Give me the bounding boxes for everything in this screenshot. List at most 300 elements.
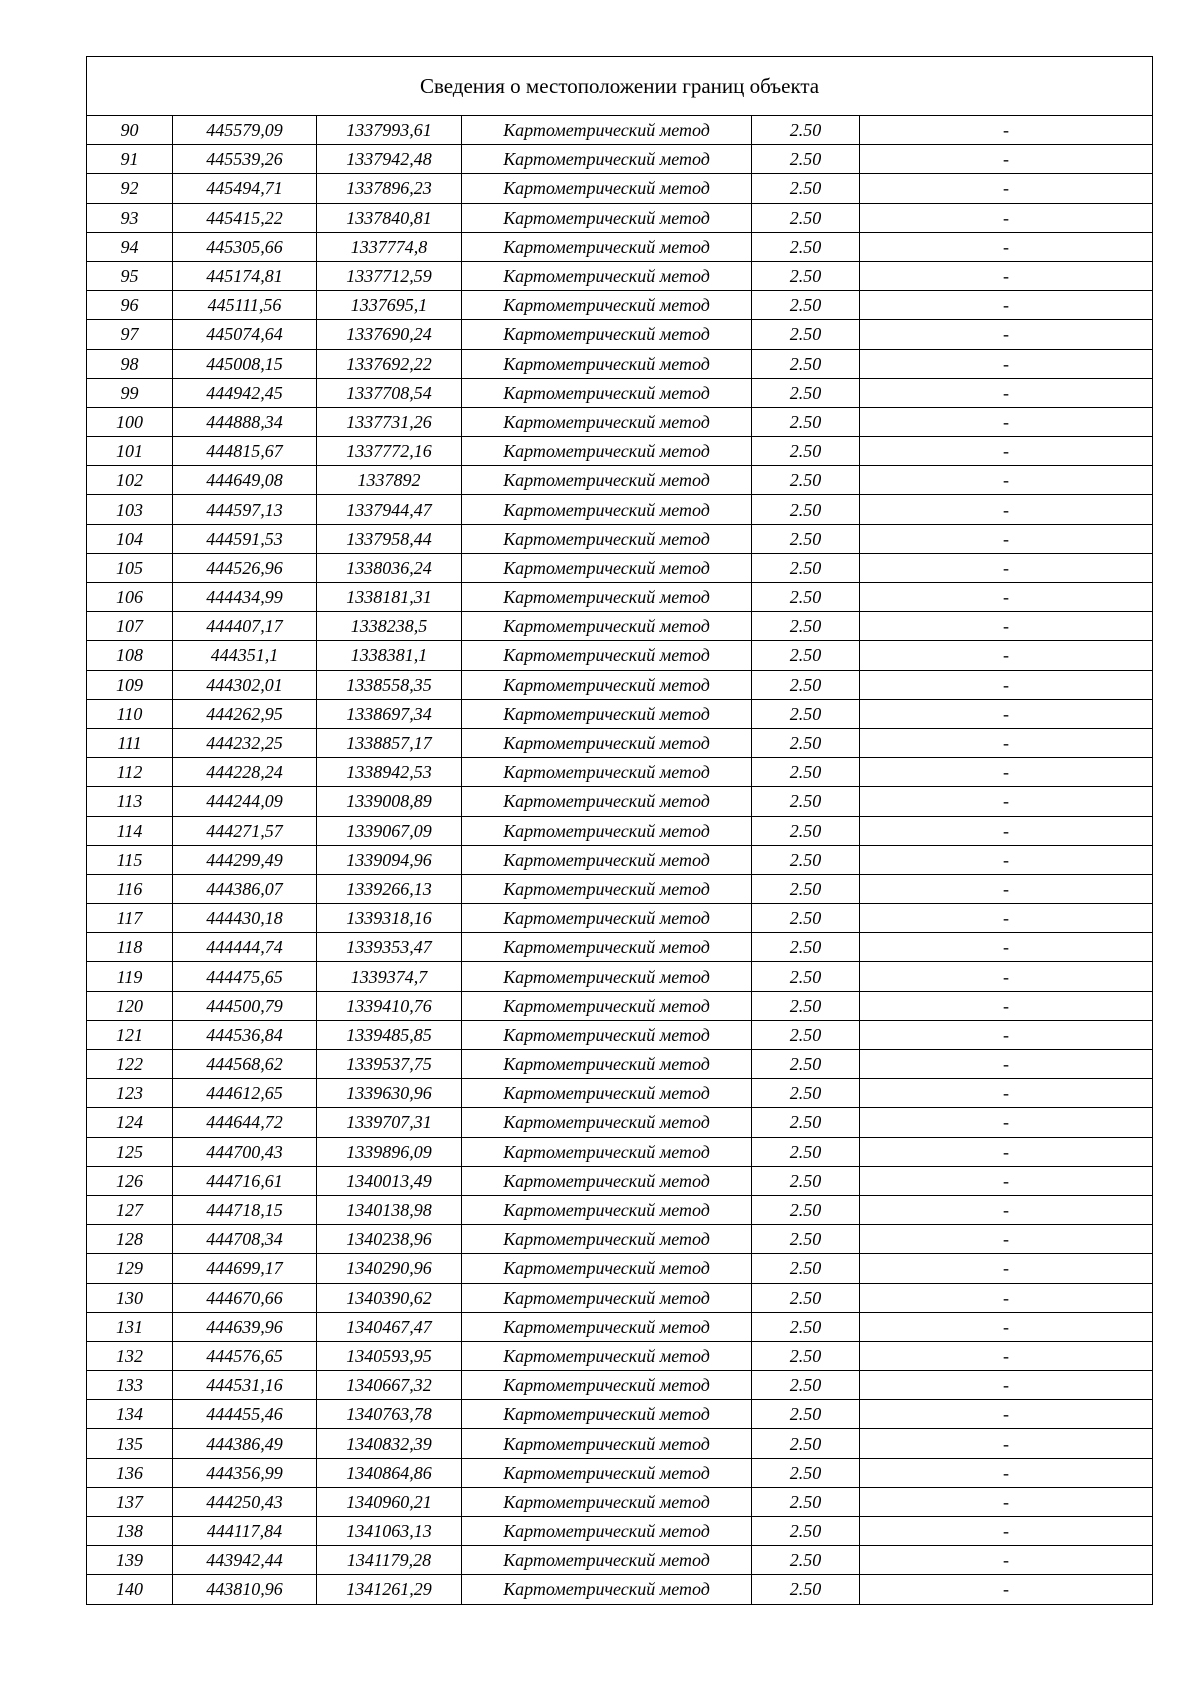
accuracy-cell: 2.50	[752, 232, 860, 261]
accuracy-cell: 2.50	[752, 1283, 860, 1312]
table-row	[87, 1166, 1153, 1195]
table-row	[87, 1079, 1153, 1108]
note-cell: -	[860, 991, 1153, 1020]
x-coordinate-cell: 444670,66	[173, 1283, 317, 1312]
accuracy-cell: 2.50	[752, 1575, 860, 1604]
y-coordinate-cell: 1339067,09	[317, 816, 462, 845]
point-number-cell: 129	[87, 1254, 173, 1283]
y-coordinate-cell: 1339630,96	[317, 1079, 462, 1108]
note-cell: -	[860, 904, 1153, 933]
x-coordinate-cell: 444708,34	[173, 1225, 317, 1254]
table-row	[87, 641, 1153, 670]
table-row	[87, 1312, 1153, 1341]
method-cell: Картометрический метод	[462, 1400, 752, 1429]
accuracy-cell: 2.50	[752, 174, 860, 203]
method-cell: Картометрический метод	[462, 466, 752, 495]
x-coordinate-cell: 444568,62	[173, 1050, 317, 1079]
method-cell: Картометрический метод	[462, 1312, 752, 1341]
point-number-cell: 113	[87, 787, 173, 816]
note-cell: -	[860, 553, 1153, 582]
accuracy-cell: 2.50	[752, 1546, 860, 1575]
note-cell: -	[860, 1254, 1153, 1283]
x-coordinate-cell: 444500,79	[173, 991, 317, 1020]
accuracy-cell: 2.50	[752, 1254, 860, 1283]
y-coordinate-cell: 1337774,8	[317, 232, 462, 261]
table-row	[87, 1137, 1153, 1166]
accuracy-cell: 2.50	[752, 583, 860, 612]
accuracy-cell: 2.50	[752, 1429, 860, 1458]
y-coordinate-cell: 1337772,16	[317, 437, 462, 466]
point-number-cell: 92	[87, 174, 173, 203]
note-cell: -	[860, 1458, 1153, 1487]
table-row	[87, 1283, 1153, 1312]
note-cell: -	[860, 349, 1153, 378]
table-row	[87, 232, 1153, 261]
x-coordinate-cell: 445305,66	[173, 232, 317, 261]
y-coordinate-cell: 1337840,81	[317, 203, 462, 232]
note-cell: -	[860, 437, 1153, 466]
method-cell: Картометрический метод	[462, 1546, 752, 1575]
accuracy-cell: 2.50	[752, 407, 860, 436]
y-coordinate-cell: 1337692,22	[317, 349, 462, 378]
accuracy-cell: 2.50	[752, 612, 860, 641]
x-coordinate-cell: 444639,96	[173, 1312, 317, 1341]
x-coordinate-cell: 445494,71	[173, 174, 317, 203]
x-coordinate-cell: 444117,84	[173, 1517, 317, 1546]
note-cell: -	[860, 407, 1153, 436]
method-cell: Картометрический метод	[462, 670, 752, 699]
y-coordinate-cell: 1338181,31	[317, 583, 462, 612]
y-coordinate-cell: 1338697,34	[317, 699, 462, 728]
table-row	[87, 1429, 1153, 1458]
note-cell: -	[860, 174, 1153, 203]
y-coordinate-cell: 1337958,44	[317, 524, 462, 553]
accuracy-cell: 2.50	[752, 116, 860, 145]
x-coordinate-cell: 444699,17	[173, 1254, 317, 1283]
point-number-cell: 122	[87, 1050, 173, 1079]
accuracy-cell: 2.50	[752, 1312, 860, 1341]
y-coordinate-cell: 1337690,24	[317, 320, 462, 349]
y-coordinate-cell: 1337942,48	[317, 145, 462, 174]
point-number-cell: 95	[87, 261, 173, 290]
x-coordinate-cell: 444718,15	[173, 1195, 317, 1224]
method-cell: Картометрический метод	[462, 758, 752, 787]
point-number-cell: 123	[87, 1079, 173, 1108]
x-coordinate-cell: 444531,16	[173, 1371, 317, 1400]
y-coordinate-cell: 1340290,96	[317, 1254, 462, 1283]
x-coordinate-cell: 444262,95	[173, 699, 317, 728]
note-cell: -	[860, 1400, 1153, 1429]
accuracy-cell: 2.50	[752, 1079, 860, 1108]
method-cell: Картометрический метод	[462, 1283, 752, 1312]
table-row	[87, 407, 1153, 436]
accuracy-cell: 2.50	[752, 874, 860, 903]
note-cell: -	[860, 1020, 1153, 1049]
table-row	[87, 962, 1153, 991]
y-coordinate-cell: 1339353,47	[317, 933, 462, 962]
point-number-cell: 110	[87, 699, 173, 728]
y-coordinate-cell: 1337712,59	[317, 261, 462, 290]
method-cell: Картометрический метод	[462, 1341, 752, 1370]
accuracy-cell: 2.50	[752, 904, 860, 933]
point-number-cell: 116	[87, 874, 173, 903]
boundary-coordinates-table	[86, 56, 1153, 1605]
y-coordinate-cell: 1340238,96	[317, 1225, 462, 1254]
x-coordinate-cell: 444700,43	[173, 1137, 317, 1166]
x-coordinate-cell: 444356,99	[173, 1458, 317, 1487]
x-coordinate-cell: 445174,81	[173, 261, 317, 290]
note-cell: -	[860, 728, 1153, 757]
method-cell: Картометрический метод	[462, 349, 752, 378]
method-cell: Картометрический метод	[462, 524, 752, 553]
table-row	[87, 495, 1153, 524]
y-coordinate-cell: 1340593,95	[317, 1341, 462, 1370]
point-number-cell: 120	[87, 991, 173, 1020]
method-cell: Картометрический метод	[462, 378, 752, 407]
x-coordinate-cell: 444244,09	[173, 787, 317, 816]
method-cell: Картометрический метод	[462, 787, 752, 816]
accuracy-cell: 2.50	[752, 1517, 860, 1546]
accuracy-cell: 2.50	[752, 203, 860, 232]
table-row	[87, 728, 1153, 757]
table-row	[87, 437, 1153, 466]
method-cell: Картометрический метод	[462, 1195, 752, 1224]
y-coordinate-cell: 1340138,98	[317, 1195, 462, 1224]
table-row	[87, 816, 1153, 845]
x-coordinate-cell: 444302,01	[173, 670, 317, 699]
note-cell: -	[860, 1108, 1153, 1137]
table-row	[87, 1546, 1153, 1575]
point-number-cell: 132	[87, 1341, 173, 1370]
table-row	[87, 874, 1153, 903]
accuracy-cell: 2.50	[752, 1166, 860, 1195]
note-cell: -	[860, 670, 1153, 699]
y-coordinate-cell: 1337892	[317, 466, 462, 495]
accuracy-cell: 2.50	[752, 816, 860, 845]
y-coordinate-cell: 1340864,86	[317, 1458, 462, 1487]
table-row	[87, 904, 1153, 933]
note-cell: -	[860, 1137, 1153, 1166]
note-cell: -	[860, 145, 1153, 174]
y-coordinate-cell: 1339896,09	[317, 1137, 462, 1166]
accuracy-cell: 2.50	[752, 1050, 860, 1079]
method-cell: Картометрический метод	[462, 261, 752, 290]
accuracy-cell: 2.50	[752, 524, 860, 553]
x-coordinate-cell: 444942,45	[173, 378, 317, 407]
accuracy-cell: 2.50	[752, 1458, 860, 1487]
accuracy-cell: 2.50	[752, 437, 860, 466]
y-coordinate-cell: 1339318,16	[317, 904, 462, 933]
point-number-cell: 117	[87, 904, 173, 933]
y-coordinate-cell: 1337708,54	[317, 378, 462, 407]
accuracy-cell: 2.50	[752, 991, 860, 1020]
table-row	[87, 1050, 1153, 1079]
note-cell: -	[860, 378, 1153, 407]
method-cell: Картометрический метод	[462, 232, 752, 261]
method-cell: Картометрический метод	[462, 962, 752, 991]
x-coordinate-cell: 444271,57	[173, 816, 317, 845]
point-number-cell: 118	[87, 933, 173, 962]
y-coordinate-cell: 1338036,24	[317, 553, 462, 582]
accuracy-cell: 2.50	[752, 758, 860, 787]
table-row	[87, 1575, 1153, 1604]
note-cell: -	[860, 787, 1153, 816]
x-coordinate-cell: 444475,65	[173, 962, 317, 991]
table-row	[87, 1458, 1153, 1487]
note-cell: -	[860, 933, 1153, 962]
x-coordinate-cell: 444430,18	[173, 904, 317, 933]
point-number-cell: 128	[87, 1225, 173, 1254]
x-coordinate-cell: 444434,99	[173, 583, 317, 612]
method-cell: Картометрический метод	[462, 1487, 752, 1516]
table-row	[87, 466, 1153, 495]
point-number-cell: 101	[87, 437, 173, 466]
table-row	[87, 291, 1153, 320]
y-coordinate-cell: 1340013,49	[317, 1166, 462, 1195]
note-cell: -	[860, 1283, 1153, 1312]
point-number-cell: 139	[87, 1546, 173, 1575]
x-coordinate-cell: 445415,22	[173, 203, 317, 232]
table-row	[87, 1254, 1153, 1283]
y-coordinate-cell: 1337695,1	[317, 291, 462, 320]
table-body	[87, 57, 1153, 1605]
table-row	[87, 1195, 1153, 1224]
method-cell: Картометрический метод	[462, 437, 752, 466]
accuracy-cell: 2.50	[752, 699, 860, 728]
note-cell: -	[860, 1079, 1153, 1108]
point-number-cell: 100	[87, 407, 173, 436]
table-row	[87, 612, 1153, 641]
accuracy-cell: 2.50	[752, 1195, 860, 1224]
method-cell: Картометрический метод	[462, 612, 752, 641]
x-coordinate-cell: 444299,49	[173, 845, 317, 874]
y-coordinate-cell: 1339374,7	[317, 962, 462, 991]
accuracy-cell: 2.50	[752, 1020, 860, 1049]
point-number-cell: 126	[87, 1166, 173, 1195]
point-number-cell: 94	[87, 232, 173, 261]
table-row	[87, 1400, 1153, 1429]
point-number-cell: 102	[87, 466, 173, 495]
accuracy-cell: 2.50	[752, 553, 860, 582]
y-coordinate-cell: 1339410,76	[317, 991, 462, 1020]
method-cell: Картометрический метод	[462, 553, 752, 582]
x-coordinate-cell: 445111,56	[173, 291, 317, 320]
point-number-cell: 106	[87, 583, 173, 612]
y-coordinate-cell: 1340467,47	[317, 1312, 462, 1341]
point-number-cell: 114	[87, 816, 173, 845]
point-number-cell: 131	[87, 1312, 173, 1341]
table-row	[87, 174, 1153, 203]
method-cell: Картометрический метод	[462, 991, 752, 1020]
accuracy-cell: 2.50	[752, 145, 860, 174]
method-cell: Картометрический метод	[462, 1166, 752, 1195]
note-cell: -	[860, 466, 1153, 495]
point-number-cell: 137	[87, 1487, 173, 1516]
method-cell: Картометрический метод	[462, 728, 752, 757]
y-coordinate-cell: 1338857,17	[317, 728, 462, 757]
table-row	[87, 758, 1153, 787]
table-row	[87, 991, 1153, 1020]
table-row	[87, 1020, 1153, 1049]
method-cell: Картометрический метод	[462, 1079, 752, 1108]
y-coordinate-cell: 1339266,13	[317, 874, 462, 903]
table-row	[87, 320, 1153, 349]
table-row	[87, 787, 1153, 816]
y-coordinate-cell: 1337993,61	[317, 116, 462, 145]
y-coordinate-cell: 1338238,5	[317, 612, 462, 641]
x-coordinate-cell: 443942,44	[173, 1546, 317, 1575]
accuracy-cell: 2.50	[752, 933, 860, 962]
method-cell: Картометрический метод	[462, 816, 752, 845]
point-number-cell: 97	[87, 320, 173, 349]
x-coordinate-cell: 444455,46	[173, 1400, 317, 1429]
accuracy-cell: 2.50	[752, 641, 860, 670]
y-coordinate-cell: 1341261,29	[317, 1575, 462, 1604]
point-number-cell: 90	[87, 116, 173, 145]
point-number-cell: 130	[87, 1283, 173, 1312]
y-coordinate-cell: 1337896,23	[317, 174, 462, 203]
table-row	[87, 1487, 1153, 1516]
y-coordinate-cell: 1340763,78	[317, 1400, 462, 1429]
method-cell: Картометрический метод	[462, 699, 752, 728]
point-number-cell: 91	[87, 145, 173, 174]
note-cell: -	[860, 1575, 1153, 1604]
accuracy-cell: 2.50	[752, 378, 860, 407]
note-cell: -	[860, 1225, 1153, 1254]
point-number-cell: 124	[87, 1108, 173, 1137]
y-coordinate-cell: 1339485,85	[317, 1020, 462, 1049]
method-cell: Картометрический метод	[462, 145, 752, 174]
table-row	[87, 116, 1153, 145]
title-row	[87, 57, 1153, 116]
x-coordinate-cell: 444250,43	[173, 1487, 317, 1516]
table-row	[87, 1371, 1153, 1400]
method-cell: Картометрический метод	[462, 1429, 752, 1458]
method-cell: Картометрический метод	[462, 1254, 752, 1283]
accuracy-cell: 2.50	[752, 1371, 860, 1400]
y-coordinate-cell: 1338381,1	[317, 641, 462, 670]
method-cell: Картометрический метод	[462, 1137, 752, 1166]
accuracy-cell: 2.50	[752, 1225, 860, 1254]
table-row	[87, 553, 1153, 582]
accuracy-cell: 2.50	[752, 787, 860, 816]
x-coordinate-cell: 444232,25	[173, 728, 317, 757]
table-row	[87, 1341, 1153, 1370]
table-row	[87, 1517, 1153, 1546]
x-coordinate-cell: 444716,61	[173, 1166, 317, 1195]
point-number-cell: 108	[87, 641, 173, 670]
y-coordinate-cell: 1341179,28	[317, 1546, 462, 1575]
x-coordinate-cell: 444536,84	[173, 1020, 317, 1049]
table-row	[87, 1225, 1153, 1254]
table-row	[87, 933, 1153, 962]
method-cell: Картометрический метод	[462, 1020, 752, 1049]
accuracy-cell: 2.50	[752, 845, 860, 874]
method-cell: Картометрический метод	[462, 174, 752, 203]
y-coordinate-cell: 1340390,62	[317, 1283, 462, 1312]
note-cell: -	[860, 816, 1153, 845]
method-cell: Картометрический метод	[462, 874, 752, 903]
x-coordinate-cell: 444612,65	[173, 1079, 317, 1108]
point-number-cell: 140	[87, 1575, 173, 1604]
x-coordinate-cell: 444444,74	[173, 933, 317, 962]
point-number-cell: 127	[87, 1195, 173, 1224]
point-number-cell: 104	[87, 524, 173, 553]
point-number-cell: 109	[87, 670, 173, 699]
method-cell: Картометрический метод	[462, 1108, 752, 1137]
point-number-cell: 105	[87, 553, 173, 582]
x-coordinate-cell: 444228,24	[173, 758, 317, 787]
note-cell: -	[860, 1195, 1153, 1224]
note-cell: -	[860, 116, 1153, 145]
accuracy-cell: 2.50	[752, 261, 860, 290]
point-number-cell: 125	[87, 1137, 173, 1166]
y-coordinate-cell: 1339707,31	[317, 1108, 462, 1137]
y-coordinate-cell: 1340667,32	[317, 1371, 462, 1400]
x-coordinate-cell: 443810,96	[173, 1575, 317, 1604]
x-coordinate-cell: 444386,07	[173, 874, 317, 903]
table-row	[87, 524, 1153, 553]
x-coordinate-cell: 445579,09	[173, 116, 317, 145]
point-number-cell: 98	[87, 349, 173, 378]
table-row	[87, 203, 1153, 232]
note-cell: -	[860, 1487, 1153, 1516]
method-cell: Картометрический метод	[462, 291, 752, 320]
method-cell: Картометрический метод	[462, 1517, 752, 1546]
y-coordinate-cell: 1340960,21	[317, 1487, 462, 1516]
note-cell: -	[860, 291, 1153, 320]
note-cell: -	[860, 845, 1153, 874]
x-coordinate-cell: 445074,64	[173, 320, 317, 349]
table-row	[87, 670, 1153, 699]
point-number-cell: 93	[87, 203, 173, 232]
point-number-cell: 96	[87, 291, 173, 320]
point-number-cell: 112	[87, 758, 173, 787]
x-coordinate-cell: 444351,1	[173, 641, 317, 670]
x-coordinate-cell: 444644,72	[173, 1108, 317, 1137]
y-coordinate-cell: 1337731,26	[317, 407, 462, 436]
method-cell: Картометрический метод	[462, 933, 752, 962]
point-number-cell: 135	[87, 1429, 173, 1458]
accuracy-cell: 2.50	[752, 962, 860, 991]
y-coordinate-cell: 1339537,75	[317, 1050, 462, 1079]
point-number-cell: 136	[87, 1458, 173, 1487]
note-cell: -	[860, 612, 1153, 641]
method-cell: Картометрический метод	[462, 1458, 752, 1487]
x-coordinate-cell: 444597,13	[173, 495, 317, 524]
note-cell: -	[860, 758, 1153, 787]
x-coordinate-cell: 444815,67	[173, 437, 317, 466]
point-number-cell: 111	[87, 728, 173, 757]
note-cell: -	[860, 1517, 1153, 1546]
point-number-cell: 107	[87, 612, 173, 641]
accuracy-cell: 2.50	[752, 1108, 860, 1137]
table-row	[87, 583, 1153, 612]
accuracy-cell: 2.50	[752, 349, 860, 378]
note-cell: -	[860, 962, 1153, 991]
note-cell: -	[860, 641, 1153, 670]
y-coordinate-cell: 1339094,96	[317, 845, 462, 874]
x-coordinate-cell: 444576,65	[173, 1341, 317, 1370]
point-number-cell: 115	[87, 845, 173, 874]
accuracy-cell: 2.50	[752, 320, 860, 349]
note-cell: -	[860, 874, 1153, 903]
note-cell: -	[860, 524, 1153, 553]
x-coordinate-cell: 444888,34	[173, 407, 317, 436]
point-number-cell: 133	[87, 1371, 173, 1400]
note-cell: -	[860, 320, 1153, 349]
method-cell: Картометрический метод	[462, 1050, 752, 1079]
